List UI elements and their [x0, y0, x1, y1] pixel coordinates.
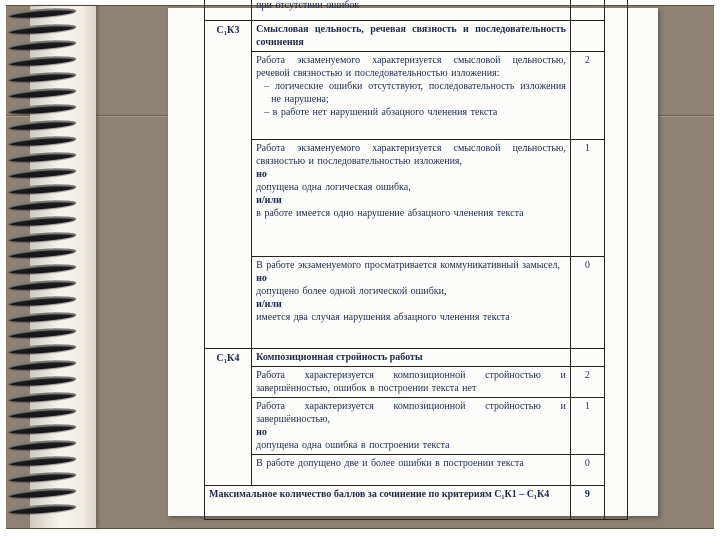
- spiral-ring-icon: [8, 311, 76, 324]
- spiral-ring-icon: [8, 503, 76, 516]
- criteria-table: [204, 0, 628, 520]
- score-cell: [570, 349, 604, 367]
- spiral-ring-icon: [8, 119, 76, 132]
- spiral-ring-icon: [8, 407, 76, 420]
- spiral-ring-icon: [8, 7, 76, 20]
- spiral-ring-icon: [8, 231, 76, 244]
- spiral-ring-icon: [8, 439, 76, 452]
- spiral-ring-icon: [8, 55, 76, 68]
- table-row: [205, 21, 628, 52]
- criterion-title: Смысловая цельность, речевая связность и последовательность сочинения: [252, 21, 571, 52]
- score-value: 2: [570, 367, 604, 398]
- table-row: [205, 398, 628, 455]
- score-value: 1: [570, 398, 604, 455]
- clipped-text-fragment: при отсутствии ошибок: [256, 0, 360, 11]
- table-row: [205, 140, 628, 257]
- criterion-text: В работе допущено две и более ошибки в построении текста: [256, 458, 524, 469]
- criterion-text: Работа характеризуется композиционной стройностью и завершённостью, ошибок в построении текста нет: [256, 370, 566, 394]
- spiral-ring-icon: [8, 487, 76, 500]
- spiral-ring-icon: [8, 23, 76, 36]
- spiral-ring-icon: [8, 151, 76, 164]
- spiral-ring-icon: [8, 87, 76, 100]
- spiral-ring-icon: [8, 135, 76, 148]
- total-score-value: 9: [570, 486, 604, 520]
- criterion-code-cell: [205, 349, 252, 486]
- spiral-ring-icon: [8, 247, 76, 260]
- spiral-rings: [8, 9, 84, 528]
- score-value: 2: [570, 52, 604, 140]
- table-row: [205, 349, 628, 367]
- spiral-ring-icon: [8, 199, 76, 212]
- spiral-ring-icon: [8, 215, 76, 228]
- connector-word: но: [256, 273, 267, 284]
- spiral-ring-icon: [8, 39, 76, 52]
- score-value: 0: [570, 257, 604, 349]
- total-label: Максимальное количество баллов за сочинение по критериям С₁К1 – С₁К4: [205, 486, 571, 520]
- table-row: [205, 367, 628, 398]
- spiral-ring-icon: [8, 327, 76, 340]
- connector-word: но: [256, 169, 267, 180]
- spiral-ring-icon: [8, 167, 76, 180]
- right-margin-cell: [604, 0, 627, 520]
- criterion-text: Работа характеризуется композиционной стройностью и завершённостью,: [256, 401, 566, 425]
- connector-word: и/или: [256, 299, 282, 310]
- description-cell: [252, 367, 571, 398]
- criterion-text: Работа экзаменуемого характеризуется смысловой цельностью, связностью и последовательностью изложения,: [256, 143, 566, 167]
- table-row-total: [205, 486, 628, 520]
- criterion-text: в работе имеется одно нарушение абзацного членения текста: [256, 208, 524, 219]
- spiral-ring-icon: [8, 423, 76, 436]
- spiral-ring-icon: [8, 279, 76, 292]
- table-row: [205, 257, 628, 349]
- criterion-code: С₁К4: [216, 353, 240, 364]
- spiral-ring-icon: [8, 295, 76, 308]
- spiral-ring-icon: [8, 183, 76, 196]
- spiral-ring-icon: [8, 471, 76, 484]
- score-cell: [570, 21, 604, 52]
- description-cell: [252, 52, 571, 140]
- spiral-ring-icon: [8, 391, 76, 404]
- criterion-title: Композиционная стройность работы: [252, 349, 571, 367]
- score-value: 0: [570, 455, 604, 486]
- table-row: [205, 52, 628, 140]
- description-cell: [252, 455, 571, 486]
- criterion-code-cell: [205, 0, 252, 21]
- criterion-text-dash-item: – логические ошибки отсутствуют, последовательность изложения не нарушена;: [264, 81, 566, 105]
- score-value: 1: [570, 140, 604, 257]
- description-cell: [252, 140, 571, 257]
- connector-word: но: [256, 427, 267, 438]
- spiral-ring-icon: [8, 103, 76, 116]
- content-paper: [168, 0, 658, 516]
- spiral-ring-icon: [8, 71, 76, 84]
- criterion-text: имеется два случая нарушения абзацного членения текста: [256, 312, 510, 323]
- description-cell: [252, 257, 571, 349]
- score-cell: [570, 0, 604, 21]
- spiral-ring-icon: [8, 375, 76, 388]
- criterion-code: С₁К3: [216, 25, 240, 36]
- spiral-ring-icon: [8, 263, 76, 276]
- table-row: [205, 455, 628, 486]
- description-cell: [252, 0, 571, 21]
- criterion-text: допущена одна ошибка в построении текста: [256, 440, 450, 451]
- spiral-ring-icon: [8, 343, 76, 356]
- slide-background: [6, 0, 714, 529]
- criterion-text: допущена одна логическая ошибка,: [256, 182, 411, 193]
- description-cell: [252, 398, 571, 455]
- criterion-text: допущено более одной логической ошибки,: [256, 286, 447, 297]
- criterion-text: Работа экзаменуемого характеризуется смысловой цельностью, речевой связностью и последовательностью изложения:: [256, 55, 566, 79]
- spiral-ring-icon: [8, 359, 76, 372]
- table-row-clipped: [205, 0, 628, 21]
- criterion-code-cell: [205, 21, 252, 349]
- spiral-ring-icon: [8, 455, 76, 468]
- criterion-text-dash-item: – в работе нет нарушений абзацного членения текста: [264, 107, 498, 118]
- criterion-text: В работе экзаменуемого просматривается коммуникативный замысел,: [256, 260, 561, 271]
- connector-word: и/или: [256, 195, 282, 206]
